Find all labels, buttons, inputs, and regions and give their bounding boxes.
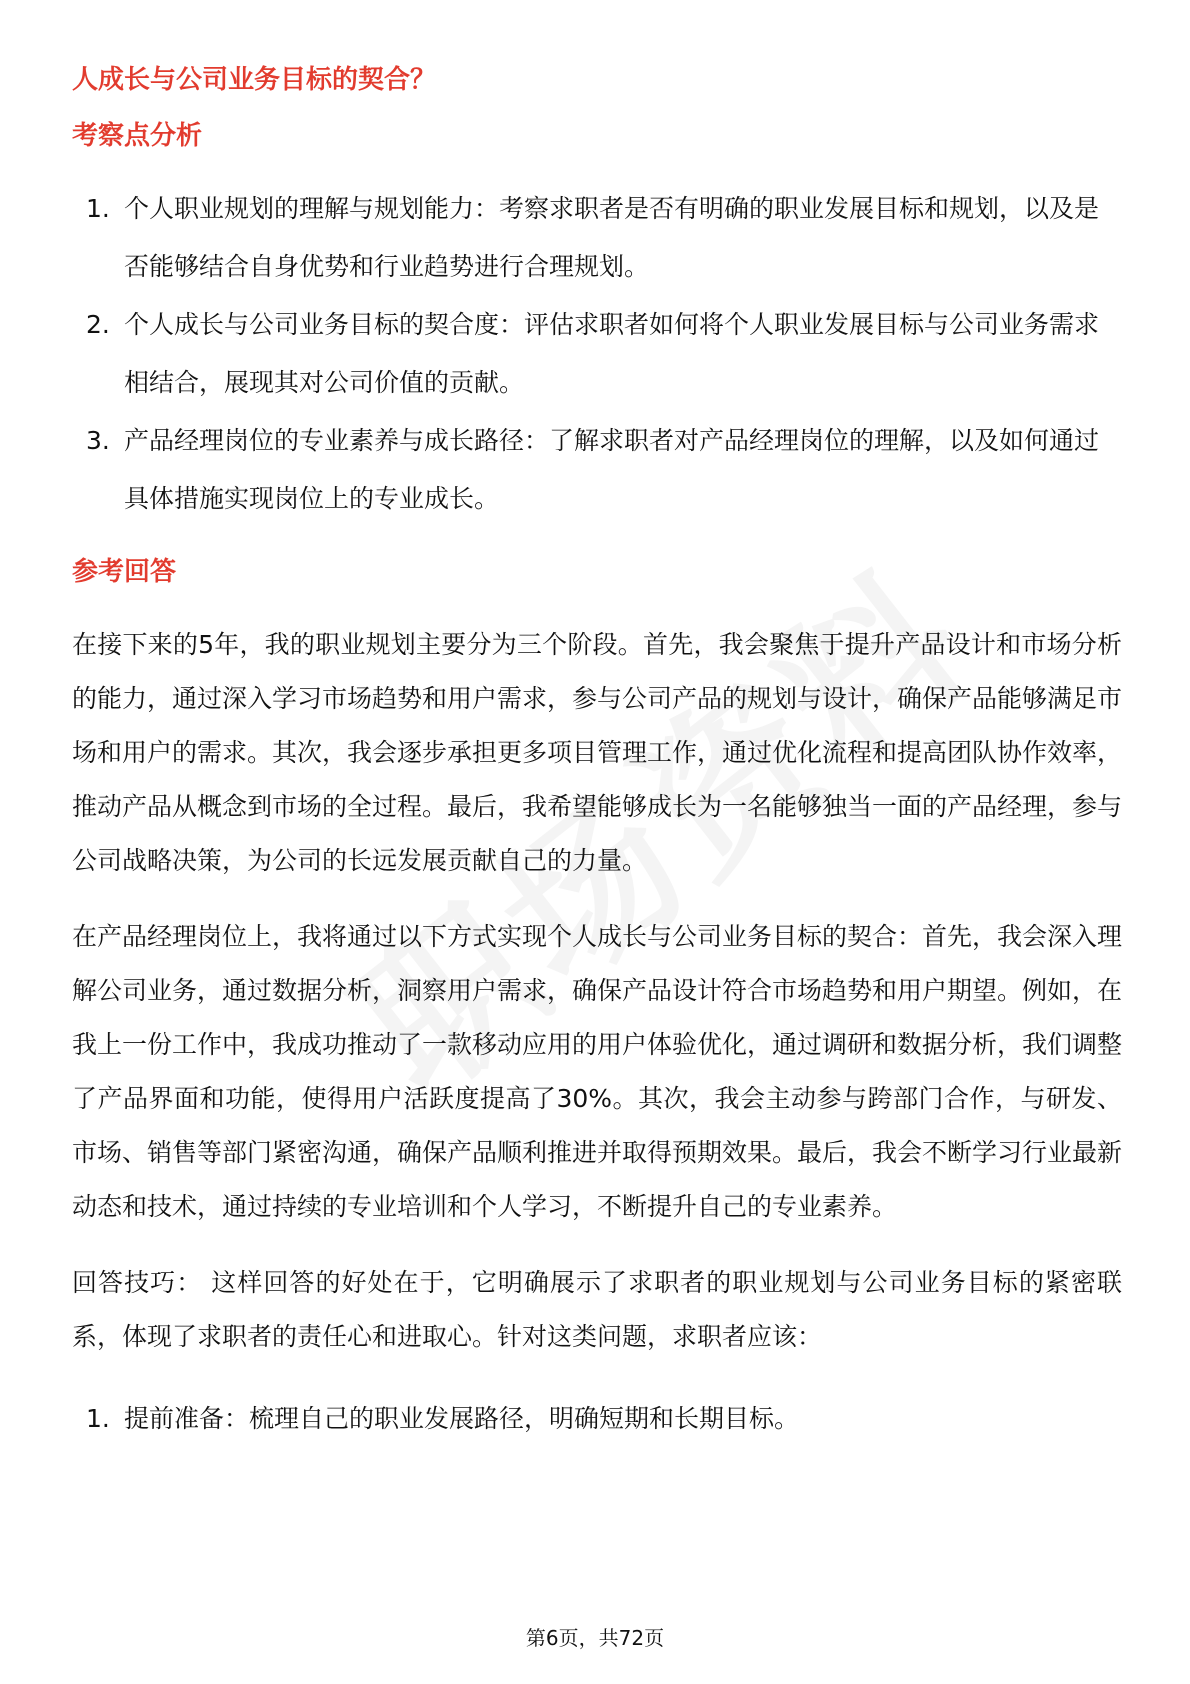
reference-heading: 参考回答	[72, 557, 177, 587]
list-item	[72, 296, 1122, 412]
page-number-footer: 第6页，共72页	[525, 1626, 665, 1650]
analysis-heading: 考察点分析	[72, 121, 203, 151]
tips-list	[72, 1390, 1122, 1448]
list-item-text: 提前准备：梳理自己的职业发展路径，明确短期和长期目标。	[124, 1404, 800, 1433]
analysis-list	[72, 180, 1122, 528]
answer-tips-paragraph: 回答技巧： 这样回答的好处在于，它明确展示了求职者的职业规划与公司业务目标的紧密联系，体现了求职者的责任心和进取心。针对这类问题，求职者应该：	[72, 1268, 1122, 1351]
reference-paragraph: 在产品经理岗位上，我将通过以下方式实现个人成长与公司业务目标的契合：首先，我会深入理解公司业务，通过数据分析，洞察用户需求，确保产品设计符合市场趋势和用户期望。例如，在我上一份工作中，我成功推动了一款移动应用的用户体验优化，通过调研和数据分析，我们调整了产品界面和功能，使得用户活跃度提高了30%。其次，我会主动参与跨部门合作，与研发、市场、销售等部门紧密沟通，确保产品顺利推进并取得预期效果。最后，我会不断学习行业最新动态和技术，通过持续的专业培训和个人学习，不断提升自己的专业素养。	[72, 922, 1123, 1221]
list-number: 1.	[86, 1404, 110, 1433]
list-item	[72, 412, 1122, 528]
list-item-text: 个人职业规划的理解与规划能力：考察求职者是否有明确的职业发展目标和规划，以及是否能够结合自身优势和行业趋势进行合理规划。	[124, 194, 1100, 281]
list-item-text: 个人成长与公司业务目标的契合度：评估求职者如何将个人职业发展目标与公司业务需求相结合，展现其对公司价值的贡献。	[124, 310, 1100, 397]
list-number: 3.	[86, 426, 110, 455]
list-item-text: 产品经理岗位的专业素养与成长路径：了解求职者对产品经理岗位的理解，以及如何通过具体措施实现岗位上的专业成长。	[124, 426, 1100, 513]
list-number: 2.	[86, 310, 110, 339]
list-item	[72, 1390, 1122, 1448]
list-number: 1.	[86, 194, 110, 223]
question-title: 人成长与公司业务目标的契合？	[72, 65, 437, 95]
page-content	[72, 56, 1122, 1448]
reference-paragraph: 在接下来的5年，我的职业规划主要分为三个阶段。首先，我会聚焦于提升产品设计和市场分析的能力，通过深入学习市场趋势和用户需求，参与公司产品的规划与设计，确保产品能够满足市场和用户的需求。其次，我会逐步承担更多项目管理工作，通过优化流程和提高团队协作效率，推动产品从概念到市场的全过程。最后，我希望能够成长为一名能够独当一面的产品经理，参与公司战略决策，为公司的长远发展贡献自己的力量。	[72, 630, 1123, 875]
list-item	[72, 180, 1122, 296]
